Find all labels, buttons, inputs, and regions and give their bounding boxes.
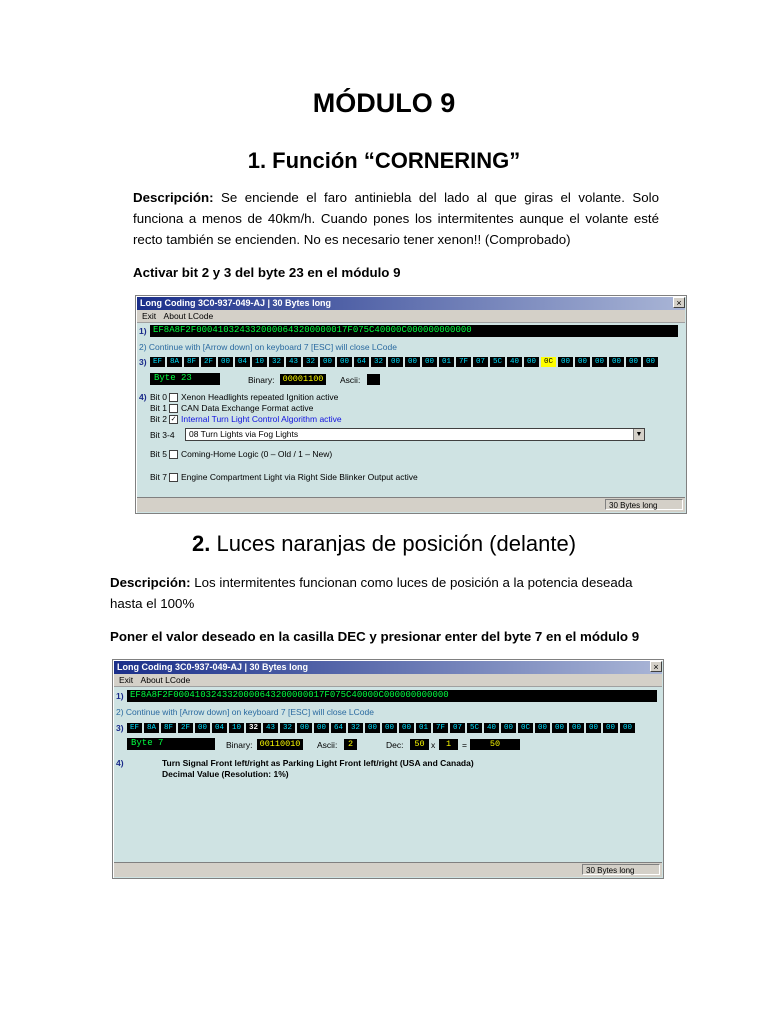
window2-factor-field: 1 bbox=[439, 739, 458, 750]
window1-menu-about[interactable]: About LCode bbox=[163, 311, 214, 321]
window1-status-text: 30 Bytes long bbox=[605, 499, 683, 510]
window2-row1-number: 1) bbox=[116, 691, 124, 701]
window1-row2-hint: 2) Continue with [Arrow down] on keyboard 7 [ESC] will close LCode bbox=[139, 342, 397, 352]
window2-titlebar: Long Coding 3C0-937-049-AJ | 30 Bytes long bbox=[114, 661, 662, 674]
window2-byte-cell[interactable]: 00 bbox=[365, 723, 380, 733]
window1-byte-cell[interactable]: 00 bbox=[320, 357, 335, 367]
window2-byte-cell[interactable]: 00 bbox=[314, 723, 329, 733]
window1-row1-number: 1) bbox=[139, 326, 147, 336]
window1-bit2-row bbox=[150, 414, 342, 425]
window1-bit5-label: Bit 5 bbox=[150, 449, 168, 459]
window2-byte-cell[interactable]: 00 bbox=[297, 723, 312, 733]
window1-byte-cell[interactable]: 07 bbox=[473, 357, 488, 367]
window1-byte-cell[interactable]: 00 bbox=[558, 357, 573, 367]
window2-byte-label: Byte 7 bbox=[127, 738, 215, 750]
window1-byte-cell[interactable]: 40 bbox=[507, 357, 522, 367]
window1-byte-cell[interactable]: 00 bbox=[592, 357, 607, 367]
section2-description bbox=[110, 572, 662, 614]
window2-byte-cell[interactable]: 00 bbox=[603, 723, 618, 733]
window1-byte-cell[interactable]: 32 bbox=[371, 357, 386, 367]
window2-info-line2: Decimal Value (Resolution: 1%) bbox=[162, 769, 289, 779]
window1-byte-label: Byte 23 bbox=[150, 373, 220, 385]
window2-byte-cell[interactable]: 00 bbox=[195, 723, 210, 733]
window1-byte-cell[interactable]: 00 bbox=[643, 357, 658, 367]
section2-desc-text: Los intermitentes funcionan como luces de posición a la potencia deseada hasta el 100% bbox=[110, 575, 633, 611]
window1-byte-cell[interactable]: 10 bbox=[252, 357, 267, 367]
window1-byte-cell[interactable]: 43 bbox=[286, 357, 301, 367]
window2-byte-row bbox=[127, 723, 635, 733]
window1-byte-cell[interactable]: 64 bbox=[354, 357, 369, 367]
window1-ascii-field[interactable] bbox=[367, 374, 380, 385]
window1-titlebar: Long Coding 3C0-937-049-AJ | 30 Bytes long bbox=[137, 297, 685, 310]
window2-menu-exit[interactable]: Exit bbox=[119, 675, 134, 685]
window2-multiply-sign: x bbox=[431, 740, 436, 750]
window2-byte-cell[interactable]: 0C bbox=[518, 723, 533, 733]
window2-binary-field[interactable]: 00110010 bbox=[257, 739, 303, 750]
section2-desc-label: Descripción: bbox=[110, 575, 191, 590]
window1-statusbar bbox=[137, 497, 685, 512]
window1-byte-cell[interactable]: 00 bbox=[422, 357, 437, 367]
window1-bit7-row bbox=[150, 472, 418, 483]
window1-bit1-text: CAN Data Exchange Format active bbox=[181, 403, 314, 413]
section1-desc-text: Se enciende el faro antiniebla del lado al que giras el volante. Solo funciona a menos de 40km/h. Cuando pones los intermitentes aunque el volante esté recto también se encienden. No es necesario tener xenon!! (Comprobado) bbox=[133, 190, 659, 247]
window2-byte-cell[interactable]: 01 bbox=[416, 723, 431, 733]
window2-dec-label: Dec: bbox=[386, 740, 404, 750]
window1-byte-cell[interactable]: 2F bbox=[201, 357, 216, 367]
window2-dec-field[interactable]: 50 bbox=[410, 739, 429, 750]
window1-byte-cell[interactable]: 00 bbox=[218, 357, 233, 367]
window1-byte-cell[interactable]: 0C bbox=[541, 357, 556, 367]
window1-byte-cell[interactable]: 04 bbox=[235, 357, 250, 367]
window1-bit7-checkbox[interactable] bbox=[169, 473, 178, 482]
window2-row4-number: 4) bbox=[116, 758, 124, 768]
window2-byte-cell[interactable]: 00 bbox=[569, 723, 584, 733]
window1-bit5-row bbox=[150, 449, 332, 460]
window1-byte-cell[interactable]: 7F bbox=[456, 357, 471, 367]
window2-byte-cell[interactable]: 00 bbox=[501, 723, 516, 733]
window2-byte-cell[interactable]: 40 bbox=[484, 723, 499, 733]
window2-row2-hint: 2) Continue with [Arrow down] on keyboard 7 [ESC] will close LCode bbox=[116, 707, 374, 717]
window2-byte-cell[interactable]: 5C bbox=[467, 723, 482, 733]
window2-byte-cell[interactable]: 00 bbox=[399, 723, 414, 733]
window1-bit1-checkbox[interactable] bbox=[169, 404, 178, 413]
window1-close-button[interactable]: × bbox=[673, 297, 685, 308]
window2-byte-cell[interactable]: 04 bbox=[212, 723, 227, 733]
window2-byte-cell[interactable]: 43 bbox=[263, 723, 278, 733]
section2-heading-text: Luces naranjas de posición (delante) bbox=[216, 531, 577, 556]
window1-bit0-label: Bit 0 bbox=[150, 392, 168, 402]
window1-byte-cell[interactable]: 8A bbox=[167, 357, 182, 367]
window1-byte-cell[interactable]: 8F bbox=[184, 357, 199, 367]
window1-byte-cell[interactable]: 5C bbox=[490, 357, 505, 367]
window1-bit34-select[interactable] bbox=[185, 428, 645, 441]
window2-menubar bbox=[114, 674, 662, 687]
lcode-window-1 bbox=[135, 295, 687, 514]
window2-code-field[interactable]: EF8A8F2F0004103243320000643200000017F075C40000C000000000000 bbox=[127, 690, 657, 702]
window1-ascii-label: Ascii: bbox=[340, 375, 361, 385]
window2-byte-cell[interactable]: 00 bbox=[382, 723, 397, 733]
window2-byte-cell[interactable]: 32 bbox=[280, 723, 295, 733]
window1-bit1-row bbox=[150, 403, 313, 414]
window2-row3-number: 3) bbox=[116, 723, 124, 733]
window2-equals-sign: = bbox=[462, 740, 467, 750]
window1-row4-number: 4) bbox=[139, 392, 147, 402]
window1-bit0-text: Xenon Headlights repeated Ignition active bbox=[181, 392, 339, 402]
section1-heading: 1. Función “CORNERING” bbox=[247, 148, 521, 173]
window2-byte-cell[interactable]: EF bbox=[127, 723, 142, 733]
window2-status-text: 30 Bytes long bbox=[582, 864, 660, 875]
window1-bit34-value: 08 Turn Lights via Fog Lights bbox=[189, 429, 299, 439]
window1-bit7-text: Engine Compartment Light via Right Side Blinker Output active bbox=[181, 472, 418, 482]
window1-bit0-row bbox=[150, 392, 338, 403]
window1-byte-cell[interactable]: 01 bbox=[439, 357, 454, 367]
window2-byte-cell[interactable]: 8A bbox=[144, 723, 159, 733]
window2-byte-cell[interactable]: 00 bbox=[552, 723, 567, 733]
window1-row3-number: 3) bbox=[139, 357, 147, 367]
window1-binary-field[interactable]: 00001100 bbox=[280, 374, 326, 385]
lcode-window-2 bbox=[112, 659, 664, 879]
window1-bit5-checkbox[interactable] bbox=[169, 450, 178, 459]
window1-bit7-label: Bit 7 bbox=[150, 472, 168, 482]
chevron-down-icon[interactable]: ▼ bbox=[633, 429, 644, 440]
section1-description bbox=[133, 187, 659, 250]
section2-heading-number: 2. bbox=[191, 531, 211, 556]
window1-byte-cell[interactable]: 00 bbox=[626, 357, 641, 367]
window1-byte-cell[interactable]: 32 bbox=[269, 357, 284, 367]
window2-byte-cell[interactable]: 7F bbox=[433, 723, 448, 733]
window1-byte-cell[interactable]: 00 bbox=[337, 357, 352, 367]
window2-menu-about[interactable]: About LCode bbox=[140, 675, 191, 685]
window2-ascii-field[interactable]: 2 bbox=[344, 739, 357, 750]
section1-desc-label: Descripción: bbox=[133, 190, 214, 205]
window2-byte-cell[interactable]: 8F bbox=[161, 723, 176, 733]
window1-bit2-checkbox[interactable]: ✓ bbox=[170, 415, 177, 423]
window2-info-line1: Turn Signal Front left/right as Parking Light Front left/right (USA and Canada) bbox=[162, 758, 474, 768]
window2-statusbar bbox=[114, 862, 662, 877]
window2-byte-cell[interactable]: 07 bbox=[450, 723, 465, 733]
window2-binary-label: Binary: bbox=[226, 740, 253, 750]
window2-byte-cell[interactable]: 00 bbox=[620, 723, 635, 733]
window1-bit1-label: Bit 1 bbox=[150, 403, 168, 413]
window1-byte-cell[interactable]: 00 bbox=[575, 357, 590, 367]
window2-byte-cell[interactable]: 00 bbox=[535, 723, 550, 733]
window2-byte-cell[interactable]: 00 bbox=[586, 723, 601, 733]
page-title: MÓDULO 9 bbox=[312, 88, 456, 118]
window2-byte-cell[interactable]: 32 bbox=[246, 723, 261, 733]
window1-bit2-text: Internal Turn Light Control Algorithm active bbox=[181, 414, 342, 424]
window1-byte-cell[interactable]: 00 bbox=[405, 357, 420, 367]
window2-byte-cell[interactable]: 32 bbox=[348, 723, 363, 733]
window2-byte-cell[interactable]: 2F bbox=[178, 723, 193, 733]
window2-ascii-label: Ascii: bbox=[317, 740, 338, 750]
window1-menubar bbox=[137, 310, 685, 323]
window2-byte-cell[interactable]: 64 bbox=[331, 723, 346, 733]
window1-byte-cell[interactable]: 32 bbox=[303, 357, 318, 367]
window1-byte-cell[interactable]: 00 bbox=[388, 357, 403, 367]
window1-bit2-label: Bit 2 bbox=[150, 414, 168, 424]
section1-instruction: Activar bit 2 y 3 del byte 23 en el módulo 9 bbox=[133, 265, 401, 280]
section2-instruction: Poner el valor deseado en la casilla DEC y presionar enter del byte 7 en el módulo 9 bbox=[110, 629, 640, 644]
window1-bit34-label: Bit 3-4 bbox=[150, 430, 175, 440]
window2-result-field: 50 bbox=[470, 739, 520, 750]
window1-byte-cell[interactable]: EF bbox=[150, 357, 165, 367]
section2-heading bbox=[0, 531, 768, 557]
window1-byte-row bbox=[150, 357, 658, 367]
window1-menu-exit[interactable]: Exit bbox=[142, 311, 157, 321]
window1-binary-label: Binary: bbox=[248, 375, 275, 385]
window2-byte-cell[interactable]: 10 bbox=[229, 723, 244, 733]
window1-byte-cell[interactable]: 00 bbox=[609, 357, 624, 367]
window1-byte-cell[interactable]: 00 bbox=[524, 357, 539, 367]
window2-close-button[interactable]: × bbox=[650, 661, 662, 672]
window1-bit5-text: Coming-Home Logic (0 – Old / 1 – New) bbox=[181, 449, 333, 459]
window1-bit0-checkbox[interactable] bbox=[169, 393, 178, 402]
window1-code-field[interactable]: EF8A8F2F0004103243320000643200000017F075C40000C000000000000 bbox=[150, 325, 678, 337]
